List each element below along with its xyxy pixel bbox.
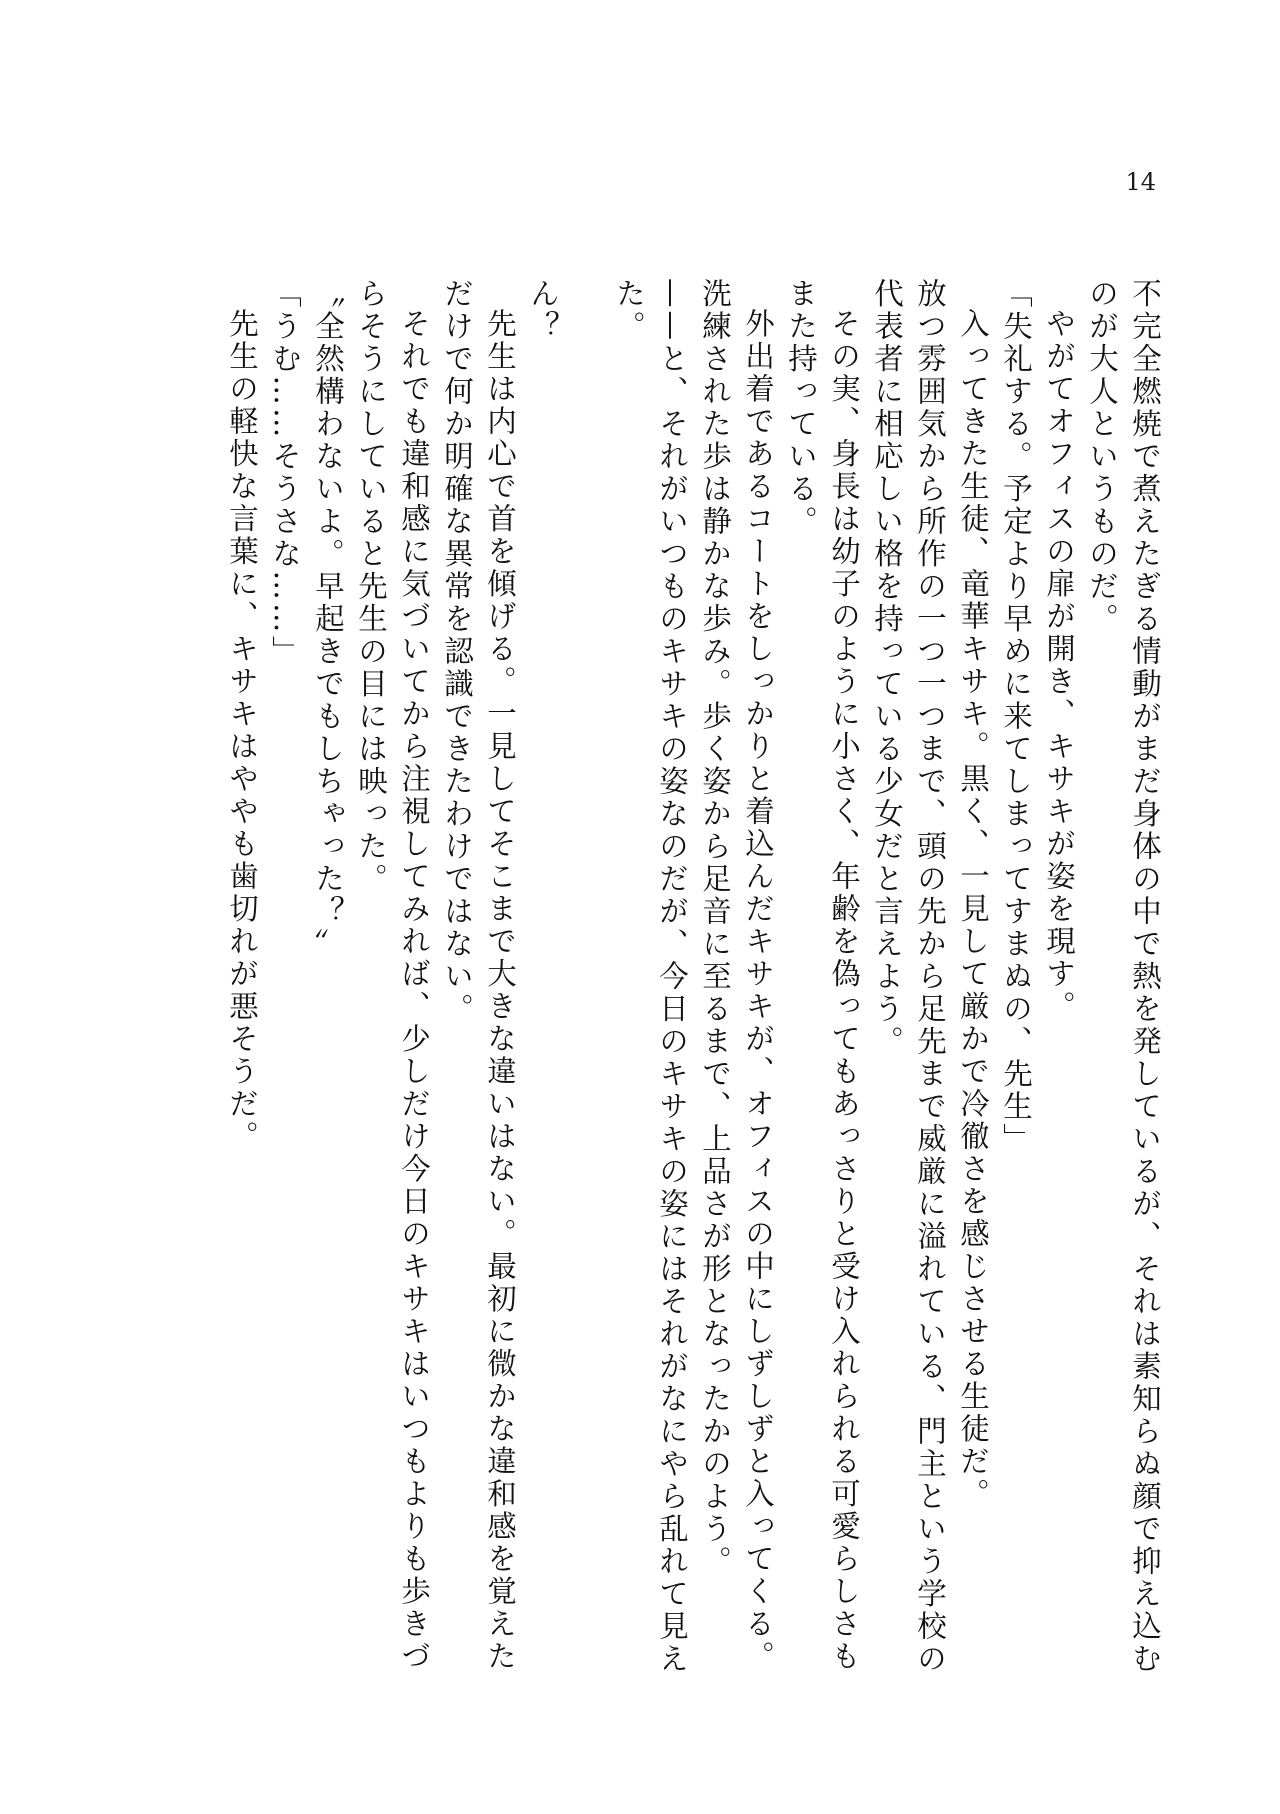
paragraph: その実、身長は幼子のように小さく、年齢を偽ってもあっさりと受け入れられる可愛らしさもまた持っている。 — [784, 278, 861, 1673]
paragraph: やがてオフィスの扉が開き、キサキが姿を現す。 — [1042, 307, 1076, 1023]
vertical-text-body — [146, 278, 1166, 1678]
paragraph: 先生の軽快な言葉に、キサキはややも歯切れが悪そうだ。 — [225, 307, 259, 1153]
blank-line — [564, 278, 607, 1678]
paragraph: 先生は内心で首を傾げる。一見してそこまで大きな違いはない。最初に微かな違和感を覚えただけで何か明確な異常を認識できたわけではない。 — [440, 278, 517, 1673]
paragraph: 入ってきた生徒、竜華キサキ。黒く、一見して厳かで冷徹さを感じさせる生徒だ。 — [956, 307, 990, 1510]
paragraph: それでも違和感に気づいてから注視してみれば、少しだけ今日のキサキはいつもよりも歩きづらそうにしていると先生の目には映った。 — [354, 278, 431, 1673]
dialogue-line: 〝全然構わないよ。早起きでもしちゃった？〟 — [311, 278, 345, 961]
paragraph: 不完全燃焼で煮えたぎる情動がまだ身体の中で熱を発しているが、それは素知らぬ顔で抑え込むのが大人というものだ。 — [1085, 278, 1162, 1676]
page-number: 14 — [1125, 168, 1156, 196]
paragraph: ——と、それがいつものキサキの姿なのだが、今日のキサキの姿にはそれがなにやら乱れて見えた。 — [612, 278, 689, 1676]
dialogue-line: 「うむ……そうさな……」 — [268, 278, 302, 668]
paragraph: 洗練された歩は静かな歩み。歩く姿から足音に至るまで、上品さが形となったかのよう。 — [698, 278, 732, 1578]
paragraph: ん？ — [526, 278, 560, 343]
paragraph: 放つ雰囲気から所作の一つ一つまで、頭の先から足先まで威厳に溢れている、門主という学校の代表者に相応しい格を持っている少女だと言えよう。 — [870, 278, 947, 1676]
paragraph: 外出着であるコートをしっかりと着込んだキサキが、オフィスの中にしずしずと入ってくる。 — [741, 307, 775, 1673]
dialogue-line: 「失礼する。予定より早めに来てしまってすまぬの、先生」 — [999, 278, 1033, 1156]
